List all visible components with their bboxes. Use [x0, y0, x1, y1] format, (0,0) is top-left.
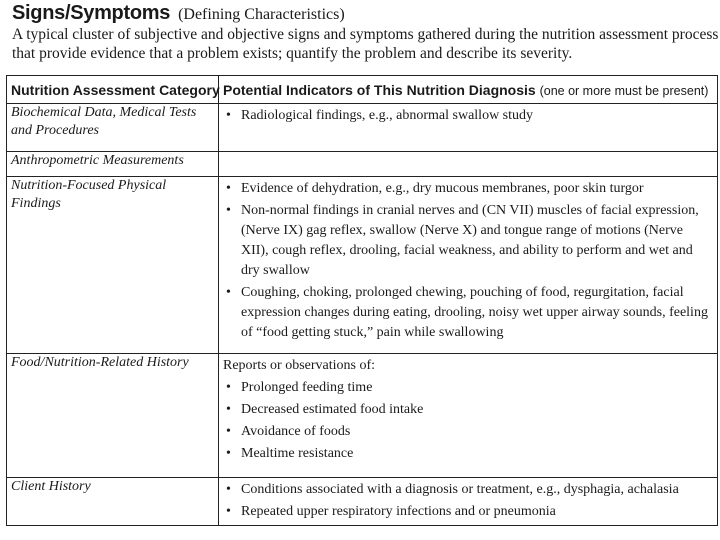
category-cell: Nutrition-Focused Physical Findings: [7, 177, 219, 354]
indicator-item: • Evidence of dehydration, e.g., dry mucous membranes, poor skin turgor: [223, 179, 713, 199]
indicator-item: • Decreased estimated food intake: [223, 400, 713, 420]
indicator-item: • Conditions associated with a diagnosis or treatment, e.g., dysphagia, achalasia: [223, 480, 713, 500]
section-subtitle: (Defining Characteristics): [178, 6, 345, 23]
header-indicators: [219, 76, 718, 104]
header-category: Nutrition Assessment Category: [7, 76, 219, 104]
table-header-row: [7, 76, 718, 104]
table-row-client-history: [7, 478, 718, 526]
indicator-item: • Prolonged feeding time: [223, 378, 713, 398]
category-cell: Client History: [7, 478, 219, 526]
table-row-physical: [7, 177, 718, 354]
table-row-anthropometric: [7, 152, 718, 177]
indicator-item: • Coughing, choking, prolonged chewing, pouching of food, regurgitation, facial expression changes during eating, drooling, noisy wet upper airway sounds, feeling of “food getting stuck,” pain while swallowing: [223, 283, 713, 343]
section-title: Signs/Symptoms: [12, 2, 171, 24]
indicators-cell: [219, 177, 718, 354]
indicators-cell: [219, 354, 718, 478]
indicators-cell: [219, 104, 718, 152]
indicator-item: • Non-normal findings in cranial nerves and (CN VII) muscles of facial expression, (Nerve IX) gag reflex, swallow (Nerve X) and tongue range of motions (Nerve XII), cough reflex, drooling, facial weakness, and ability to perform and wet and dry swallow: [223, 201, 713, 281]
table-row-biochemical: [7, 104, 718, 152]
header-indicators-note: (one or more must be present): [539, 83, 709, 98]
category-cell: Anthropometric Measurements: [7, 152, 219, 177]
category-cell: Biochemical Data, Medical Tests and Procedures: [7, 104, 219, 152]
table-row-food-history: [7, 354, 718, 478]
indicators-cell: [219, 478, 718, 526]
indicators-cell-empty: [219, 152, 718, 177]
indicator-item: • Radiological findings, e.g., abnormal swallow study: [223, 106, 713, 126]
indicator-item: • Avoidance of foods: [223, 422, 713, 442]
indicators-table: [6, 75, 718, 526]
header-indicators-label: Potential Indicators of This Nutrition Diagnosis: [223, 81, 536, 98]
indicators-lead: Reports or observations of:: [223, 358, 376, 373]
indicator-item: • Mealtime resistance: [223, 444, 713, 464]
category-cell: Food/Nutrition-Related History: [7, 354, 219, 478]
section-heading: [12, 2, 345, 25]
indicator-item: • Repeated upper respiratory infections and or pneumonia: [223, 502, 713, 522]
intro-paragraph: A typical cluster of subjective and objective signs and symptoms gathered during the nutrition assessment process that provide evidence that a problem exists; quantify the problem and describe its severity.: [12, 26, 719, 62]
